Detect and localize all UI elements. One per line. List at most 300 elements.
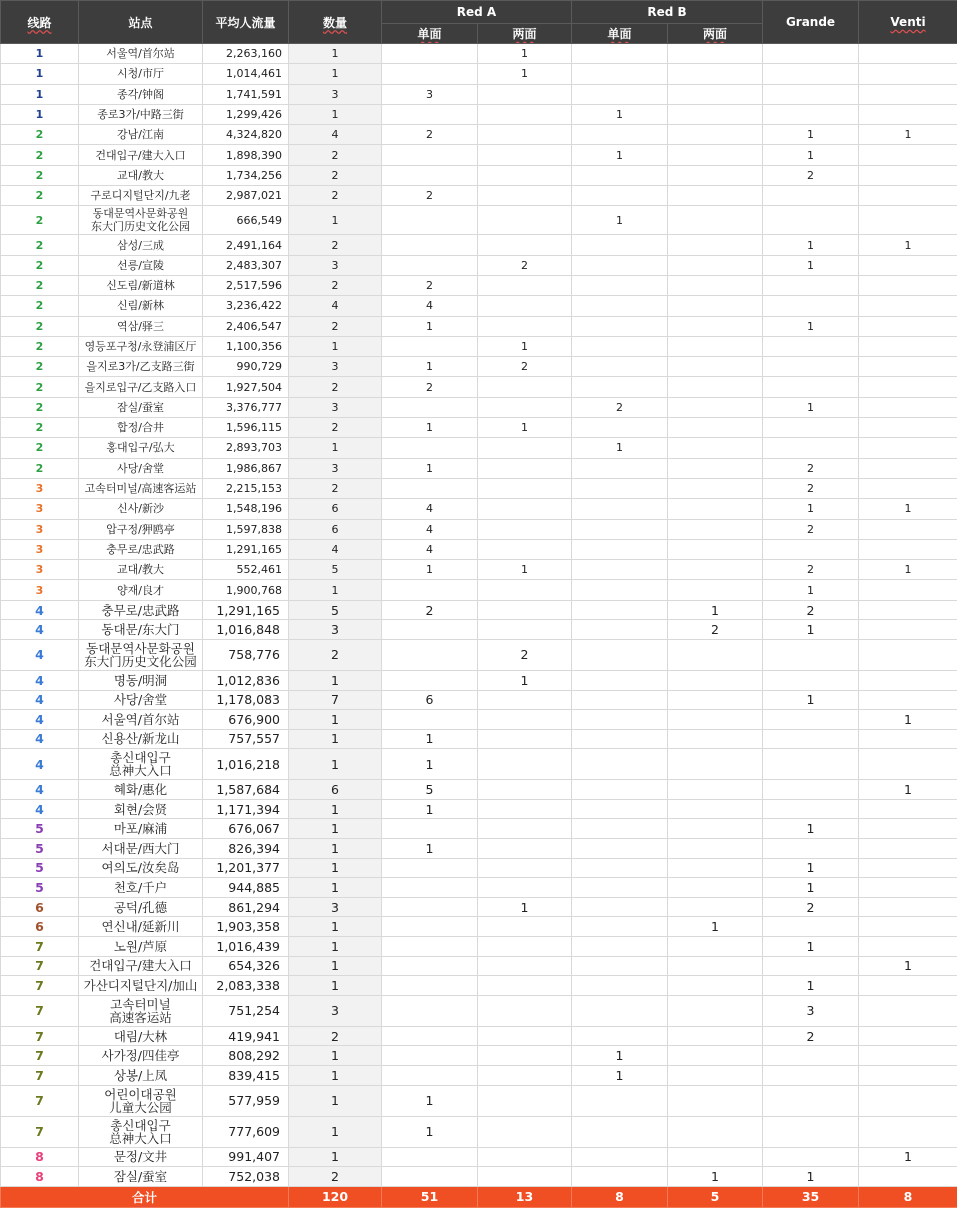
line-number-cell[interactable]: 7 (1, 1046, 79, 1066)
red-b-double-cell[interactable] (668, 897, 763, 917)
red-a-single-cell[interactable] (382, 1147, 478, 1167)
red-a-double-cell[interactable] (478, 539, 572, 559)
count-cell[interactable]: 6 (289, 780, 382, 800)
grande-cell[interactable]: 1 (763, 878, 859, 898)
venti-cell[interactable] (859, 64, 957, 84)
station-cell[interactable] (79, 499, 203, 519)
flow-cell[interactable]: 2,987,021 (203, 186, 289, 206)
red-b-single-cell[interactable] (572, 336, 668, 356)
red-b-single-cell[interactable] (572, 1116, 668, 1147)
grande-cell[interactable]: 1 (763, 235, 859, 255)
grande-cell[interactable] (763, 1085, 859, 1116)
red-b-double-cell[interactable] (668, 995, 763, 1026)
count-cell[interactable]: 3 (289, 357, 382, 377)
red-a-single-cell[interactable]: 1 (382, 316, 478, 336)
red-a-single-cell[interactable] (382, 1046, 478, 1066)
red-a-single-cell[interactable]: 1 (382, 458, 478, 478)
red-b-double-cell[interactable] (668, 858, 763, 878)
red-b-double-cell[interactable] (668, 639, 763, 670)
red-a-double-cell[interactable] (478, 976, 572, 996)
station-cell[interactable] (79, 186, 203, 206)
station-cell[interactable] (79, 397, 203, 417)
red-b-single-cell[interactable] (572, 976, 668, 996)
red-a-single-cell[interactable]: 4 (382, 539, 478, 559)
red-b-double-cell[interactable] (668, 1147, 763, 1167)
flow-cell[interactable]: 1,927,504 (203, 377, 289, 397)
count-cell[interactable]: 3 (289, 995, 382, 1026)
red-b-single-cell[interactable] (572, 377, 668, 397)
line-number-cell[interactable]: 2 (1, 145, 79, 165)
red-b-single-cell[interactable] (572, 478, 668, 498)
red-b-double-cell[interactable] (668, 839, 763, 859)
grande-cell[interactable] (763, 710, 859, 730)
flow-cell[interactable]: 1,171,394 (203, 799, 289, 819)
red-a-double-cell[interactable]: 2 (478, 639, 572, 670)
red-a-single-cell[interactable] (382, 44, 478, 64)
line-number-cell[interactable]: 8 (1, 1147, 79, 1167)
station-cell[interactable] (79, 729, 203, 749)
red-a-double-cell[interactable] (478, 275, 572, 295)
red-a-single-cell[interactable]: 2 (382, 125, 478, 145)
count-cell[interactable]: 6 (289, 519, 382, 539)
venti-cell[interactable] (859, 1046, 957, 1066)
red-b-double-cell[interactable]: 2 (668, 620, 763, 640)
count-cell[interactable]: 1 (289, 937, 382, 957)
station-cell[interactable] (79, 1085, 203, 1116)
red-a-double-cell[interactable] (478, 710, 572, 730)
header-red-a[interactable]: Red A (382, 1, 572, 24)
grande-cell[interactable] (763, 377, 859, 397)
red-a-single-cell[interactable] (382, 64, 478, 84)
red-b-single-cell[interactable] (572, 458, 668, 478)
red-a-single-cell[interactable] (382, 937, 478, 957)
flow-cell[interactable]: 2,893,703 (203, 438, 289, 458)
red-a-single-cell[interactable]: 2 (382, 275, 478, 295)
red-b-double-cell[interactable] (668, 878, 763, 898)
red-a-double-cell[interactable] (478, 1116, 572, 1147)
red-a-single-cell[interactable]: 1 (382, 839, 478, 859)
red-b-double-cell[interactable] (668, 44, 763, 64)
venti-cell[interactable] (859, 690, 957, 710)
red-b-double-cell[interactable]: 1 (668, 1167, 763, 1187)
red-b-single-cell[interactable] (572, 1147, 668, 1167)
venti-cell[interactable]: 1 (859, 710, 957, 730)
station-cell[interactable] (79, 819, 203, 839)
venti-cell[interactable]: 1 (859, 560, 957, 580)
red-b-single-cell[interactable] (572, 357, 668, 377)
red-b-double-cell[interactable] (668, 275, 763, 295)
red-b-double-cell[interactable] (668, 296, 763, 316)
flow-cell[interactable]: 1,016,848 (203, 620, 289, 640)
count-cell[interactable]: 2 (289, 639, 382, 670)
red-a-single-cell[interactable] (382, 397, 478, 417)
venti-cell[interactable] (859, 458, 957, 478)
red-b-double-cell[interactable] (668, 397, 763, 417)
venti-cell[interactable]: 1 (859, 125, 957, 145)
line-number-cell[interactable]: 2 (1, 397, 79, 417)
venti-cell[interactable] (859, 976, 957, 996)
red-a-double-cell[interactable] (478, 580, 572, 600)
venti-cell[interactable] (859, 206, 957, 235)
line-number-cell[interactable]: 2 (1, 186, 79, 206)
venti-cell[interactable] (859, 84, 957, 104)
flow-cell[interactable]: 1,597,838 (203, 519, 289, 539)
station-cell[interactable] (79, 316, 203, 336)
red-b-single-cell[interactable] (572, 690, 668, 710)
red-a-double-cell[interactable] (478, 819, 572, 839)
flow-cell[interactable]: 676,900 (203, 710, 289, 730)
red-b-double-cell[interactable] (668, 499, 763, 519)
red-a-single-cell[interactable]: 1 (382, 799, 478, 819)
count-cell[interactable]: 2 (289, 275, 382, 295)
count-cell[interactable]: 1 (289, 64, 382, 84)
red-a-double-cell[interactable] (478, 397, 572, 417)
flow-cell[interactable]: 1,014,461 (203, 64, 289, 84)
red-b-double-cell[interactable] (668, 64, 763, 84)
red-b-double-cell[interactable] (668, 255, 763, 275)
venti-cell[interactable] (859, 1167, 957, 1187)
red-b-double-cell[interactable] (668, 580, 763, 600)
flow-cell[interactable]: 1,201,377 (203, 858, 289, 878)
grande-cell[interactable]: 2 (763, 560, 859, 580)
station-cell[interactable] (79, 84, 203, 104)
station-cell[interactable] (79, 690, 203, 710)
grande-cell[interactable]: 1 (763, 937, 859, 957)
red-b-single-cell[interactable] (572, 858, 668, 878)
venti-cell[interactable] (859, 377, 957, 397)
red-a-double-cell[interactable] (478, 499, 572, 519)
red-b-double-cell[interactable] (668, 357, 763, 377)
header-red-b-single[interactable]: 单面 (572, 24, 668, 44)
venti-cell[interactable] (859, 858, 957, 878)
red-b-single-cell[interactable] (572, 995, 668, 1026)
flow-cell[interactable]: 1,299,426 (203, 104, 289, 124)
red-a-single-cell[interactable]: 1 (382, 418, 478, 438)
red-b-single-cell[interactable] (572, 499, 668, 519)
flow-cell[interactable]: 1,012,836 (203, 670, 289, 690)
grande-cell[interactable]: 2 (763, 600, 859, 620)
grande-cell[interactable]: 1 (763, 819, 859, 839)
line-number-cell[interactable]: 2 (1, 377, 79, 397)
flow-cell[interactable]: 1,291,165 (203, 600, 289, 620)
flow-cell[interactable]: 1,016,218 (203, 749, 289, 780)
red-b-double-cell[interactable] (668, 145, 763, 165)
grande-cell[interactable] (763, 296, 859, 316)
red-b-double-cell[interactable] (668, 937, 763, 957)
line-number-cell[interactable]: 2 (1, 296, 79, 316)
flow-cell[interactable]: 758,776 (203, 639, 289, 670)
count-cell[interactable]: 2 (289, 418, 382, 438)
red-a-double-cell[interactable] (478, 878, 572, 898)
red-a-double-cell[interactable]: 1 (478, 44, 572, 64)
red-a-single-cell[interactable]: 1 (382, 749, 478, 780)
flow-cell[interactable]: 1,986,867 (203, 458, 289, 478)
station-cell[interactable] (79, 839, 203, 859)
station-cell[interactable] (79, 478, 203, 498)
red-a-double-cell[interactable] (478, 1066, 572, 1086)
station-cell[interactable] (79, 104, 203, 124)
count-cell[interactable]: 1 (289, 104, 382, 124)
red-b-double-cell[interactable] (668, 1026, 763, 1046)
red-b-single-cell[interactable] (572, 1026, 668, 1046)
red-a-double-cell[interactable]: 1 (478, 336, 572, 356)
line-number-cell[interactable]: 4 (1, 780, 79, 800)
grande-cell[interactable] (763, 44, 859, 64)
station-cell[interactable] (79, 580, 203, 600)
count-cell[interactable]: 2 (289, 186, 382, 206)
line-number-cell[interactable]: 2 (1, 418, 79, 438)
red-a-single-cell[interactable] (382, 878, 478, 898)
count-cell[interactable]: 6 (289, 499, 382, 519)
venti-cell[interactable] (859, 296, 957, 316)
red-a-single-cell[interactable]: 5 (382, 780, 478, 800)
station-cell[interactable] (79, 799, 203, 819)
red-b-double-cell[interactable] (668, 539, 763, 559)
line-number-cell[interactable]: 3 (1, 560, 79, 580)
totals-red-a-single[interactable]: 51 (382, 1186, 478, 1207)
flow-cell[interactable]: 1,016,439 (203, 937, 289, 957)
count-cell[interactable]: 1 (289, 878, 382, 898)
red-b-double-cell[interactable]: 1 (668, 917, 763, 937)
red-a-single-cell[interactable]: 6 (382, 690, 478, 710)
red-b-single-cell[interactable] (572, 519, 668, 539)
station-cell[interactable] (79, 976, 203, 996)
red-a-double-cell[interactable] (478, 858, 572, 878)
red-b-single-cell[interactable]: 2 (572, 397, 668, 417)
venti-cell[interactable] (859, 357, 957, 377)
count-cell[interactable]: 1 (289, 206, 382, 235)
red-a-double-cell[interactable] (478, 235, 572, 255)
red-b-double-cell[interactable] (668, 316, 763, 336)
grande-cell[interactable]: 2 (763, 897, 859, 917)
grande-cell[interactable] (763, 275, 859, 295)
flow-cell[interactable]: 2,406,547 (203, 316, 289, 336)
venti-cell[interactable] (859, 255, 957, 275)
grande-cell[interactable]: 3 (763, 995, 859, 1026)
station-cell[interactable] (79, 458, 203, 478)
station-cell[interactable] (79, 438, 203, 458)
red-b-single-cell[interactable] (572, 560, 668, 580)
venti-cell[interactable]: 1 (859, 1147, 957, 1167)
red-b-single-cell[interactable] (572, 839, 668, 859)
grande-cell[interactable] (763, 418, 859, 438)
red-b-single-cell[interactable] (572, 316, 668, 336)
red-a-single-cell[interactable]: 1 (382, 560, 478, 580)
line-number-cell[interactable]: 4 (1, 670, 79, 690)
count-cell[interactable]: 1 (289, 670, 382, 690)
venti-cell[interactable] (859, 145, 957, 165)
count-cell[interactable]: 2 (289, 1167, 382, 1187)
count-cell[interactable]: 1 (289, 858, 382, 878)
red-b-single-cell[interactable] (572, 749, 668, 780)
count-cell[interactable]: 5 (289, 560, 382, 580)
grande-cell[interactable]: 1 (763, 255, 859, 275)
station-cell[interactable] (79, 710, 203, 730)
grande-cell[interactable] (763, 729, 859, 749)
count-cell[interactable]: 2 (289, 316, 382, 336)
venti-cell[interactable] (859, 1066, 957, 1086)
flow-cell[interactable]: 1,900,768 (203, 580, 289, 600)
red-a-single-cell[interactable] (382, 1066, 478, 1086)
flow-cell[interactable]: 751,254 (203, 995, 289, 1026)
grande-cell[interactable] (763, 749, 859, 780)
grande-cell[interactable] (763, 84, 859, 104)
venti-cell[interactable] (859, 917, 957, 937)
grande-cell[interactable] (763, 780, 859, 800)
red-b-single-cell[interactable] (572, 84, 668, 104)
station-cell[interactable] (79, 1167, 203, 1187)
venti-cell[interactable] (859, 639, 957, 670)
red-a-double-cell[interactable] (478, 296, 572, 316)
count-cell[interactable]: 1 (289, 956, 382, 976)
header-count[interactable]: 数量 (289, 1, 382, 44)
venti-cell[interactable] (859, 438, 957, 458)
line-number-cell[interactable]: 2 (1, 336, 79, 356)
count-cell[interactable]: 1 (289, 839, 382, 859)
count-cell[interactable]: 3 (289, 255, 382, 275)
flow-cell[interactable]: 419,941 (203, 1026, 289, 1046)
red-b-double-cell[interactable] (668, 749, 763, 780)
red-b-double-cell[interactable] (668, 336, 763, 356)
red-a-single-cell[interactable] (382, 580, 478, 600)
station-cell[interactable] (79, 206, 203, 235)
count-cell[interactable]: 1 (289, 710, 382, 730)
header-red-b[interactable]: Red B (572, 1, 763, 24)
count-cell[interactable]: 2 (289, 235, 382, 255)
count-cell[interactable]: 1 (289, 580, 382, 600)
flow-cell[interactable]: 676,067 (203, 819, 289, 839)
station-cell[interactable] (79, 275, 203, 295)
red-a-double-cell[interactable]: 1 (478, 670, 572, 690)
grande-cell[interactable]: 1 (763, 976, 859, 996)
count-cell[interactable]: 1 (289, 44, 382, 64)
grande-cell[interactable]: 1 (763, 145, 859, 165)
red-b-single-cell[interactable] (572, 255, 668, 275)
venti-cell[interactable] (859, 878, 957, 898)
station-cell[interactable] (79, 165, 203, 185)
red-a-single-cell[interactable] (382, 917, 478, 937)
red-b-single-cell[interactable] (572, 729, 668, 749)
red-b-double-cell[interactable] (668, 710, 763, 730)
venti-cell[interactable] (859, 44, 957, 64)
flow-cell[interactable]: 752,038 (203, 1167, 289, 1187)
station-cell[interactable] (79, 749, 203, 780)
grande-cell[interactable]: 1 (763, 580, 859, 600)
count-cell[interactable]: 2 (289, 377, 382, 397)
red-b-double-cell[interactable] (668, 799, 763, 819)
line-number-cell[interactable]: 2 (1, 255, 79, 275)
header-station[interactable]: 站点 (79, 1, 203, 44)
station-cell[interactable] (79, 956, 203, 976)
red-b-single-cell[interactable] (572, 799, 668, 819)
red-a-double-cell[interactable]: 1 (478, 64, 572, 84)
red-b-double-cell[interactable]: 1 (668, 600, 763, 620)
red-a-single-cell[interactable]: 4 (382, 499, 478, 519)
venti-cell[interactable] (859, 1116, 957, 1147)
venti-cell[interactable] (859, 1026, 957, 1046)
grande-cell[interactable]: 1 (763, 125, 859, 145)
count-cell[interactable]: 1 (289, 1085, 382, 1116)
red-b-single-cell[interactable] (572, 600, 668, 620)
red-a-double-cell[interactable] (478, 749, 572, 780)
grande-cell[interactable] (763, 1066, 859, 1086)
red-b-single-cell[interactable] (572, 917, 668, 937)
flow-cell[interactable]: 3,376,777 (203, 397, 289, 417)
grande-cell[interactable]: 2 (763, 519, 859, 539)
red-b-single-cell[interactable] (572, 125, 668, 145)
totals-red-a-double[interactable]: 13 (478, 1186, 572, 1207)
grande-cell[interactable] (763, 1046, 859, 1066)
red-a-double-cell[interactable] (478, 956, 572, 976)
flow-cell[interactable]: 577,959 (203, 1085, 289, 1116)
station-cell[interactable] (79, 1046, 203, 1066)
venti-cell[interactable] (859, 799, 957, 819)
flow-cell[interactable]: 2,083,338 (203, 976, 289, 996)
line-number-cell[interactable]: 5 (1, 819, 79, 839)
line-number-cell[interactable]: 2 (1, 165, 79, 185)
red-a-double-cell[interactable]: 2 (478, 357, 572, 377)
grande-cell[interactable] (763, 1147, 859, 1167)
line-number-cell[interactable]: 2 (1, 206, 79, 235)
red-a-double-cell[interactable] (478, 165, 572, 185)
venti-cell[interactable] (859, 600, 957, 620)
red-a-single-cell[interactable]: 3 (382, 84, 478, 104)
red-a-double-cell[interactable]: 1 (478, 897, 572, 917)
grande-cell[interactable] (763, 438, 859, 458)
flow-cell[interactable]: 1,596,115 (203, 418, 289, 438)
red-b-single-cell[interactable]: 1 (572, 104, 668, 124)
count-cell[interactable]: 1 (289, 799, 382, 819)
header-grande[interactable]: Grande (763, 1, 859, 44)
station-cell[interactable] (79, 1026, 203, 1046)
red-a-double-cell[interactable] (478, 84, 572, 104)
line-number-cell[interactable]: 7 (1, 937, 79, 957)
count-cell[interactable]: 2 (289, 145, 382, 165)
venti-cell[interactable]: 1 (859, 780, 957, 800)
venti-cell[interactable]: 1 (859, 499, 957, 519)
red-a-double-cell[interactable] (478, 186, 572, 206)
station-cell[interactable] (79, 858, 203, 878)
red-a-double-cell[interactable] (478, 1026, 572, 1046)
header-red-a-single[interactable]: 单面 (382, 24, 478, 44)
red-a-double-cell[interactable] (478, 620, 572, 640)
station-cell[interactable] (79, 878, 203, 898)
flow-cell[interactable]: 1,741,591 (203, 84, 289, 104)
red-a-single-cell[interactable] (382, 206, 478, 235)
venti-cell[interactable] (859, 104, 957, 124)
grande-cell[interactable] (763, 1116, 859, 1147)
red-a-single-cell[interactable] (382, 336, 478, 356)
red-b-double-cell[interactable] (668, 438, 763, 458)
count-cell[interactable]: 1 (289, 1147, 382, 1167)
flow-cell[interactable]: 1,100,356 (203, 336, 289, 356)
red-b-single-cell[interactable] (572, 780, 668, 800)
flow-cell[interactable]: 666,549 (203, 206, 289, 235)
station-cell[interactable] (79, 519, 203, 539)
flow-cell[interactable]: 1,178,083 (203, 690, 289, 710)
venti-cell[interactable]: 1 (859, 956, 957, 976)
station-cell[interactable] (79, 897, 203, 917)
red-b-single-cell[interactable] (572, 539, 668, 559)
red-a-double-cell[interactable] (478, 519, 572, 539)
red-a-single-cell[interactable] (382, 620, 478, 640)
flow-cell[interactable]: 991,407 (203, 1147, 289, 1167)
count-cell[interactable]: 1 (289, 1066, 382, 1086)
grande-cell[interactable]: 1 (763, 499, 859, 519)
red-b-single-cell[interactable] (572, 186, 668, 206)
station-cell[interactable] (79, 145, 203, 165)
red-b-single-cell[interactable] (572, 639, 668, 670)
